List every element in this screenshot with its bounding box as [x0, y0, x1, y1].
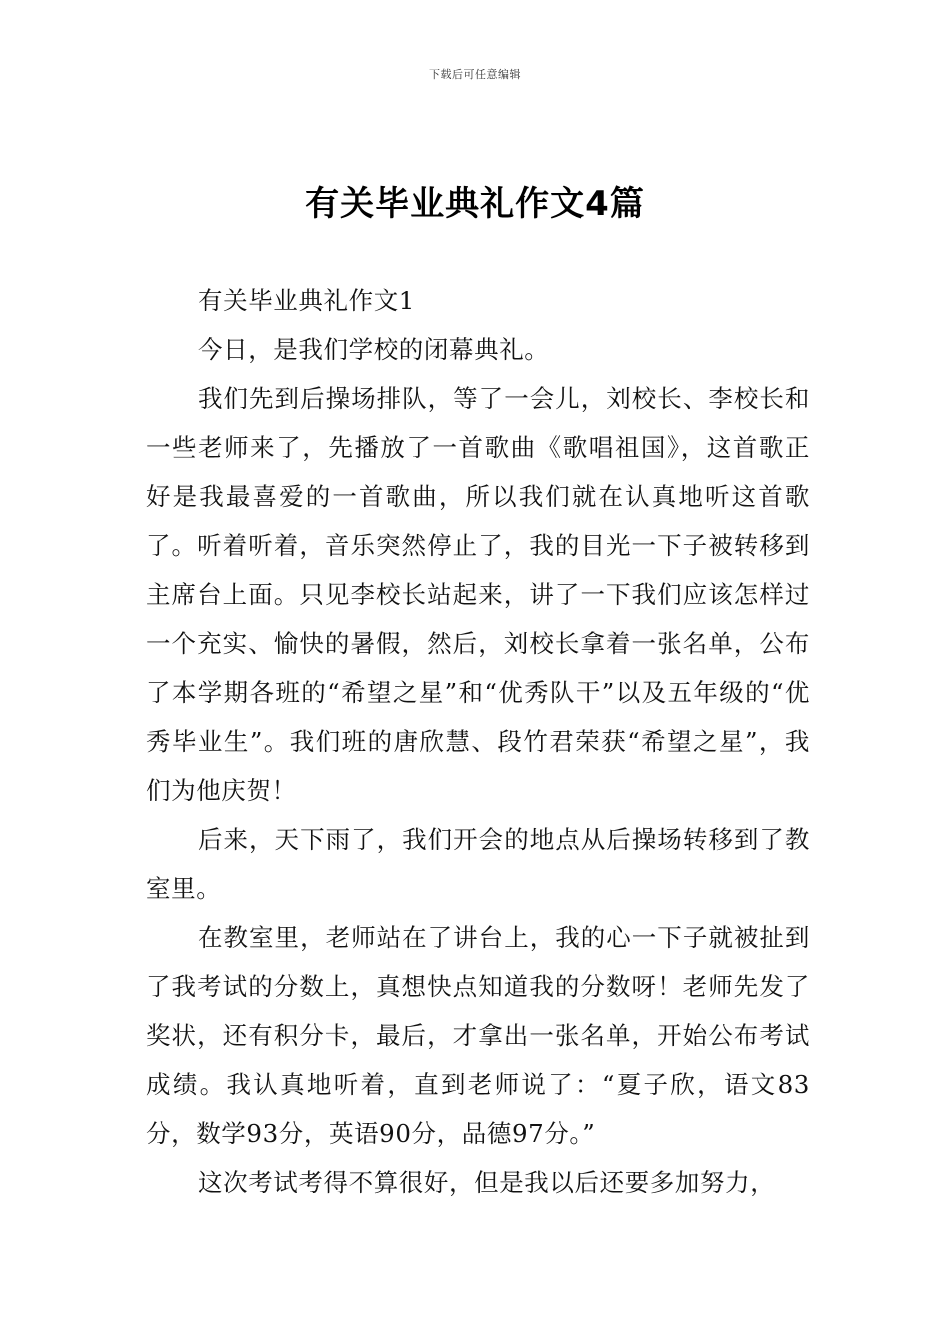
header-note: 下载后可任意编辑	[429, 68, 521, 81]
paragraph: 在教室里，老师站在了讲台上，我的心一下子就被扯到了我考试的分数上，真想快点知道我的分数呀！老师先发了奖状，还有积分卡，最后，才拿出一张名单，开始公布考试成绩。我认真地听着，直到老师说了：“夏子欣，语文83分，数学93分，英语90分，品德97分。”	[146, 923, 810, 1148]
section-heading: 有关毕业典礼作文1	[198, 286, 415, 315]
document-title: 有关毕业典礼作文4篇	[305, 184, 645, 224]
paragraph: 这次考试考得不算很好，但是我以后还要多加努力，	[198, 1168, 776, 1197]
paragraph: 后来，天下雨了，我们开会的地点从后操场转移到了教室里。	[146, 825, 810, 903]
paragraph: 我们先到后操场排队，等了一会儿，刘校长、李校长和一些老师来了，先播放了一首歌曲《歌唱祖国》，这首歌正好是我最喜爱的一首歌曲，所以我们就在认真地听这首歌了。听着听着，音乐突然停止了，我的目光一下子被转移到主席台上面。只见李校长站起来，讲了一下我们应该怎样过一个充实、愉快的暑假，然后，刘校长拿着一张名单，公布了本学期各班的“希望之星”和“优秀队干”以及五年级的“优秀毕业生”。我们班的唐欣慧、段竹君荣获“希望之星”，我们为他庆贺！	[146, 384, 810, 805]
paragraph: 今日，是我们学校的闭幕典礼。	[198, 335, 550, 364]
document-body	[146, 276, 810, 1207]
